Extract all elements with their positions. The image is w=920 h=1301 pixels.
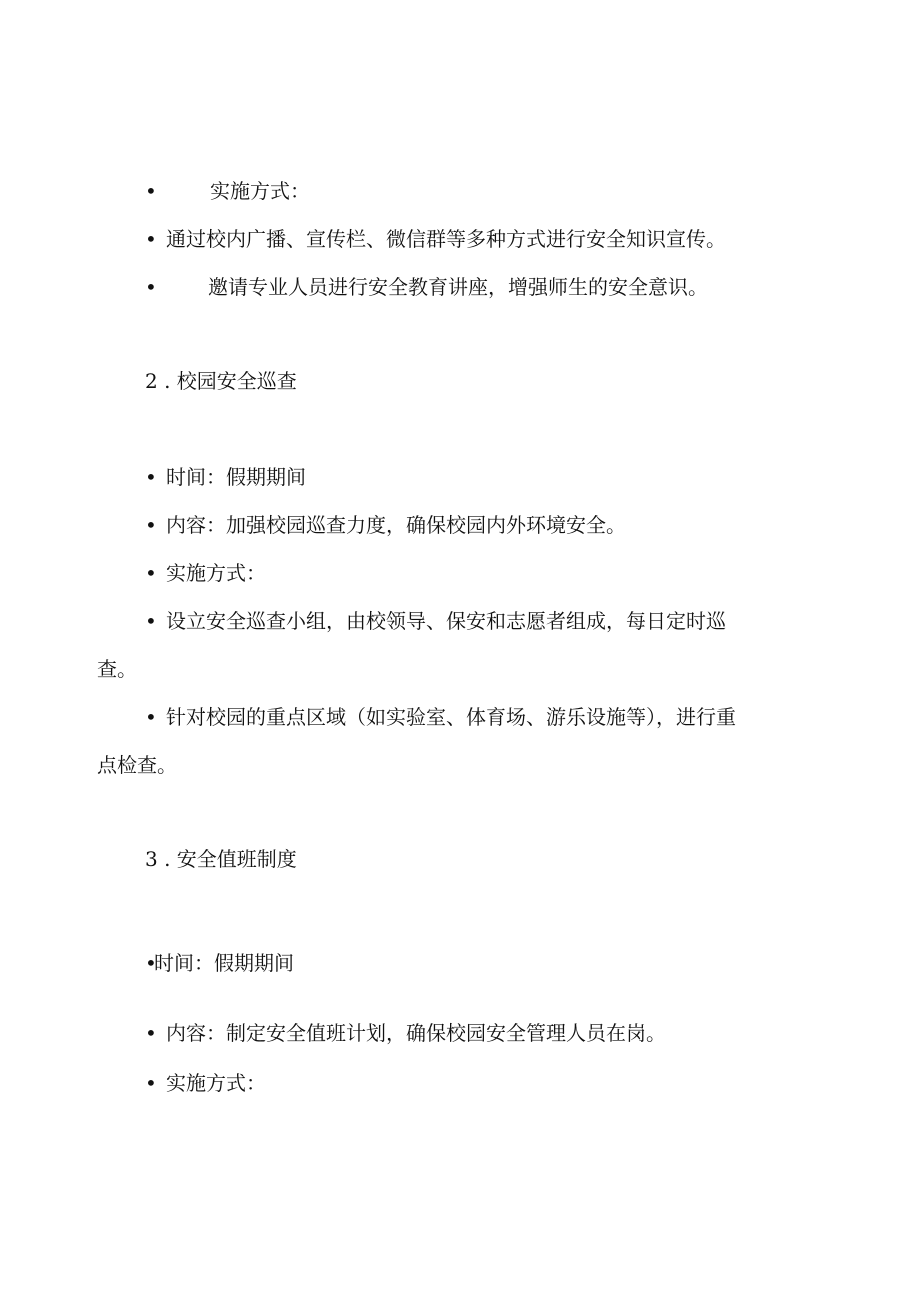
bullet: • xyxy=(145,465,157,489)
bullet: • xyxy=(145,513,157,537)
list-item-continuation: 点检查。 xyxy=(97,753,177,777)
time-line: 时间：假期期间 xyxy=(154,951,294,975)
bullet: • xyxy=(145,1071,157,1095)
bullet: • xyxy=(145,609,157,633)
content-line: 内容：加强校园巡查力度，确保校园内外环境安全。 xyxy=(166,513,626,537)
section-heading: 3 . 安全值班制度 xyxy=(145,847,297,871)
content-line: 内容：制定安全值班计划，确保校园安全管理人员在岗。 xyxy=(166,1021,666,1045)
time-line: 时间：假期期间 xyxy=(166,465,306,489)
list-item: 邀请专业人员进行安全教育讲座，增强师生的安全意识。 xyxy=(208,275,708,299)
method-label: 实施方式： xyxy=(166,1071,266,1095)
bullet: • xyxy=(145,227,157,251)
bullet: • xyxy=(145,705,157,729)
bullet: • xyxy=(145,1021,157,1045)
method-label: 实施方式： xyxy=(166,561,266,585)
list-item: 通过校内广播、宣传栏、微信群等多种方式进行安全知识宣传。 xyxy=(166,227,726,251)
bullet: • xyxy=(145,179,157,203)
bullet: • xyxy=(145,561,157,585)
bullet: • xyxy=(145,275,157,299)
list-item: 设立安全巡查小组，由校领导、保安和志愿者组成，每日定时巡 xyxy=(166,609,726,633)
bullet: • xyxy=(145,951,157,975)
list-item-continuation: 查。 xyxy=(97,657,137,681)
method-label: 实施方式： xyxy=(210,179,310,203)
list-item: 针对校园的重点区域（如实验室、体育场、游乐设施等），进行重 xyxy=(166,705,736,729)
section-heading: 2 . 校园安全巡查 xyxy=(145,369,297,393)
